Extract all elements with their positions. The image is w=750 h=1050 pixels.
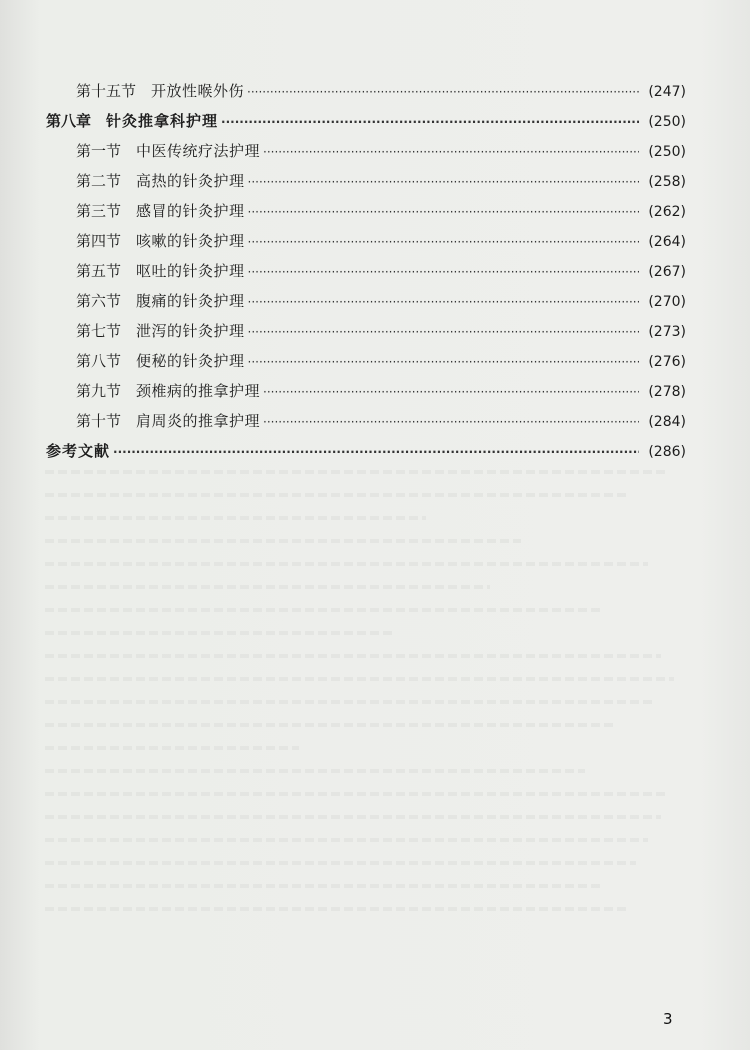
- toc-entry[interactable]: [46, 286, 686, 316]
- toc-entry[interactable]: [46, 316, 686, 346]
- toc-entry-title: 腹痛的针灸护理: [136, 292, 245, 310]
- toc-entry-page: (247): [648, 84, 686, 100]
- toc-entry-number: 第九节: [76, 382, 122, 400]
- toc-entry-number: 第二节: [76, 172, 122, 190]
- toc-entry-number: 第一节: [76, 142, 122, 160]
- toc-references-title: 参考文献: [46, 442, 111, 460]
- toc-chapter-number: 第八章: [46, 112, 92, 130]
- toc-entry[interactable]: [46, 406, 686, 436]
- dot-leader: [248, 317, 639, 347]
- dot-leader: [263, 377, 639, 407]
- toc-entry-page: (250): [648, 144, 686, 160]
- toc-references-page: (286): [648, 444, 686, 460]
- toc-entry-number: 第七节: [76, 322, 122, 340]
- bleed-through-text: [45, 470, 680, 970]
- dot-leader: [263, 137, 639, 167]
- dot-leader: [248, 197, 639, 227]
- toc-entry[interactable]: [46, 136, 686, 166]
- dot-leader: [113, 437, 639, 467]
- dot-leader: [248, 227, 639, 257]
- page-number: 3: [663, 1010, 673, 1028]
- dot-leader: [247, 77, 639, 107]
- toc-entry-page: (270): [648, 294, 686, 310]
- toc-entry-number: 第十五节: [76, 82, 137, 100]
- toc-entry-number: 第六节: [76, 292, 122, 310]
- dot-leader: [248, 167, 639, 197]
- toc-chapter-page: (250): [648, 114, 686, 130]
- toc-entry[interactable]: [46, 256, 686, 286]
- toc-entry-number: 第十节: [76, 412, 122, 430]
- toc-entry-title: 颈椎病的推拿护理: [136, 382, 261, 400]
- dot-leader: [263, 407, 639, 437]
- dot-leader: [248, 257, 639, 287]
- toc-entry-page: (262): [648, 204, 686, 220]
- toc-references-entry[interactable]: [46, 436, 686, 466]
- table-of-contents: [46, 76, 686, 466]
- dot-leader: [221, 107, 639, 137]
- toc-entry-title: 呕吐的针灸护理: [136, 262, 245, 280]
- toc-entry-title: 高热的针灸护理: [136, 172, 245, 190]
- toc-entry-page: (264): [648, 234, 686, 250]
- toc-entry[interactable]: [46, 376, 686, 406]
- toc-entry-number: 第四节: [76, 232, 122, 250]
- toc-entry-page: (273): [648, 324, 686, 340]
- toc-entry[interactable]: [46, 226, 686, 256]
- toc-entry[interactable]: [46, 76, 686, 106]
- dot-leader: [248, 287, 639, 317]
- toc-entry-page: (258): [648, 174, 686, 190]
- dot-leader: [248, 347, 639, 377]
- toc-chapter-entry[interactable]: [46, 106, 686, 136]
- toc-entry[interactable]: [46, 346, 686, 376]
- toc-entry-number: 第八节: [76, 352, 122, 370]
- toc-entry-page: (284): [648, 414, 686, 430]
- toc-entry-title: 便秘的针灸护理: [136, 352, 245, 370]
- toc-entry-number: 第三节: [76, 202, 122, 220]
- toc-entry[interactable]: [46, 196, 686, 226]
- toc-entry-title: 感冒的针灸护理: [136, 202, 245, 220]
- toc-entry-page: (267): [648, 264, 686, 280]
- toc-entry-title: 开放性喉外伤: [151, 82, 245, 100]
- toc-entry-title: 泄泻的针灸护理: [136, 322, 245, 340]
- toc-entry-title: 中医传统疗法护理: [136, 142, 261, 160]
- toc-entry[interactable]: [46, 166, 686, 196]
- toc-entry-number: 第五节: [76, 262, 122, 280]
- toc-entry-title: 咳嗽的针灸护理: [136, 232, 245, 250]
- toc-entry-title: 肩周炎的推拿护理: [136, 412, 261, 430]
- toc-entry-page: (278): [648, 384, 686, 400]
- toc-entry-page: (276): [648, 354, 686, 370]
- toc-chapter-title: 针灸推拿科护理: [106, 112, 219, 130]
